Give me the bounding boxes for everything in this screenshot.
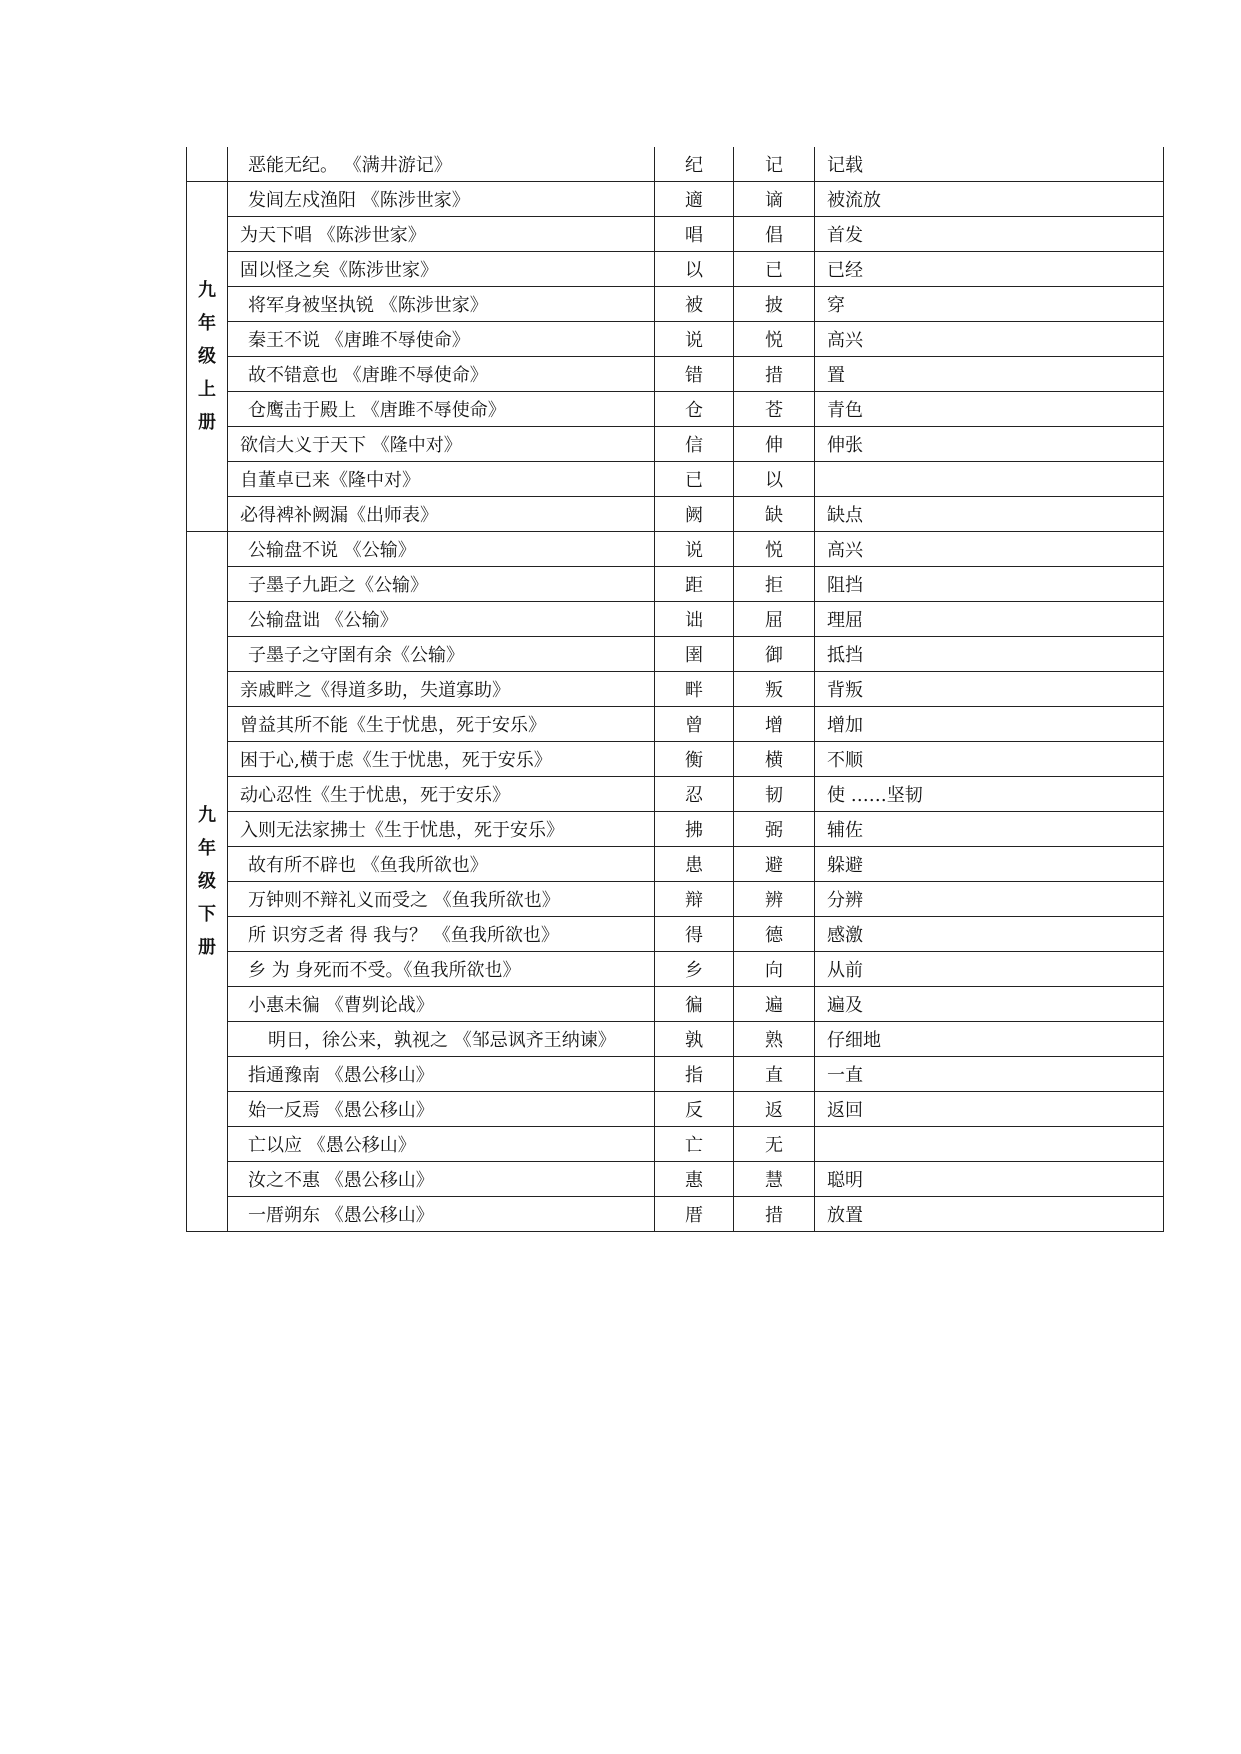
meaning-cell: 阻挡	[815, 567, 1164, 602]
tongjia-char-cell: 孰	[655, 1022, 734, 1057]
tongjia-char-cell: 错	[655, 357, 734, 392]
table-row	[187, 497, 1164, 532]
sentence-cell: 乡 为 身死而不受。《鱼我所欲也》	[228, 952, 655, 987]
table-row	[187, 1022, 1164, 1057]
sentence-cell: 汝之不惠 《愚公移山》	[228, 1162, 655, 1197]
grade-label: 九 年 级 下 册	[198, 805, 216, 958]
table-row	[187, 427, 1164, 462]
sentence-cell: 亲戚畔之《得道多助，失道寡助》	[228, 672, 655, 707]
benzi-char-cell: 记	[734, 147, 815, 182]
tongjia-char-cell: 信	[655, 427, 734, 462]
table-row	[187, 987, 1164, 1022]
sentence-cell: 入则无法家拂士《生于忧患，死于安乐》	[228, 812, 655, 847]
meaning-cell: 返回	[815, 1092, 1164, 1127]
table-row	[187, 1092, 1164, 1127]
table-row	[187, 672, 1164, 707]
table-row	[187, 847, 1164, 882]
meaning-cell: 伸张	[815, 427, 1164, 462]
benzi-char-cell: 缺	[734, 497, 815, 532]
meaning-cell: 已经	[815, 252, 1164, 287]
tongjia-char-cell: 適	[655, 182, 734, 217]
tongjia-char-cell: 惠	[655, 1162, 734, 1197]
tongjia-char-cell: 圉	[655, 637, 734, 672]
table-row	[187, 182, 1164, 217]
table-row	[187, 392, 1164, 427]
sentence-cell: 公输盘诎 《公输》	[228, 602, 655, 637]
meaning-cell: 记载	[815, 147, 1164, 182]
sentence-cell: 困于心,横于虑《生于忧患，死于安乐》	[228, 742, 655, 777]
meaning-cell: 缺点	[815, 497, 1164, 532]
meaning-cell: 高兴	[815, 322, 1164, 357]
table-row	[187, 567, 1164, 602]
meaning-cell: 感激	[815, 917, 1164, 952]
meaning-cell: 背叛	[815, 672, 1164, 707]
tongjia-char-cell: 阙	[655, 497, 734, 532]
table-row	[187, 882, 1164, 917]
sentence-cell: 小惠未徧 《曹刿论战》	[228, 987, 655, 1022]
meaning-cell: 辅佐	[815, 812, 1164, 847]
sentence-cell: 指通豫南 《愚公移山》	[228, 1057, 655, 1092]
table-row	[187, 812, 1164, 847]
tongjia-char-cell: 畔	[655, 672, 734, 707]
table-row	[187, 322, 1164, 357]
benzi-char-cell: 避	[734, 847, 815, 882]
table-row	[187, 777, 1164, 812]
meaning-cell: 躲避	[815, 847, 1164, 882]
benzi-char-cell: 慧	[734, 1162, 815, 1197]
grade-label: 九 年 级 上 册	[198, 280, 216, 433]
benzi-char-cell: 叛	[734, 672, 815, 707]
benzi-char-cell: 德	[734, 917, 815, 952]
tongjia-char-cell: 拂	[655, 812, 734, 847]
meaning-cell: 放置	[815, 1197, 1164, 1232]
meaning-cell: 被流放	[815, 182, 1164, 217]
benzi-char-cell: 遍	[734, 987, 815, 1022]
benzi-char-cell: 拒	[734, 567, 815, 602]
meaning-cell: 聪明	[815, 1162, 1164, 1197]
sentence-cell: 曾益其所不能《生于忧患，死于安乐》	[228, 707, 655, 742]
benzi-char-cell: 御	[734, 637, 815, 672]
meaning-cell: 理屈	[815, 602, 1164, 637]
meaning-cell: 增加	[815, 707, 1164, 742]
sentence-cell: 固以怪之矣《陈涉世家》	[228, 252, 655, 287]
benzi-char-cell: 屈	[734, 602, 815, 637]
table-row	[187, 1057, 1164, 1092]
tongjia-char-cell: 厝	[655, 1197, 734, 1232]
benzi-char-cell: 披	[734, 287, 815, 322]
sentence-cell: 亡以应 《愚公移山》	[228, 1127, 655, 1162]
tongjia-char-cell: 以	[655, 252, 734, 287]
sentence-cell: 动心忍性《生于忧患，死于安乐》	[228, 777, 655, 812]
benzi-char-cell: 悦	[734, 322, 815, 357]
sentence-cell: 明日，徐公来，孰视之 《邹忌讽齐王纳谏》	[228, 1022, 655, 1057]
sentence-cell: 一厝朔东 《愚公移山》	[228, 1197, 655, 1232]
benzi-char-cell: 措	[734, 1197, 815, 1232]
benzi-char-cell: 谪	[734, 182, 815, 217]
table-row	[187, 742, 1164, 777]
benzi-char-cell: 伸	[734, 427, 815, 462]
benzi-char-cell: 以	[734, 462, 815, 497]
table-row	[187, 707, 1164, 742]
sentence-cell: 故有所不辟也 《鱼我所欲也》	[228, 847, 655, 882]
sentence-cell: 将军身被坚执锐 《陈涉世家》	[228, 287, 655, 322]
tongjia-char-cell: 得	[655, 917, 734, 952]
sentence-cell: 始一反焉 《愚公移山》	[228, 1092, 655, 1127]
tongjia-char-cell: 衡	[655, 742, 734, 777]
benzi-char-cell: 已	[734, 252, 815, 287]
benzi-char-cell: 向	[734, 952, 815, 987]
meaning-cell: 穿	[815, 287, 1164, 322]
benzi-char-cell: 直	[734, 1057, 815, 1092]
tongjia-char-cell: 被	[655, 287, 734, 322]
tongjia-char-cell: 已	[655, 462, 734, 497]
tongjia-char-cell: 距	[655, 567, 734, 602]
tongjia-table-body	[187, 147, 1164, 1232]
meaning-cell	[815, 1127, 1164, 1162]
table-row	[187, 462, 1164, 497]
meaning-cell: 一直	[815, 1057, 1164, 1092]
sentence-cell: 万钟则不辩礼义而受之 《鱼我所欲也》	[228, 882, 655, 917]
tongjia-char-cell: 指	[655, 1057, 734, 1092]
meaning-cell: 首发	[815, 217, 1164, 252]
tongjia-char-cell: 诎	[655, 602, 734, 637]
meaning-cell: 抵挡	[815, 637, 1164, 672]
meaning-cell: 分辨	[815, 882, 1164, 917]
grade-cell	[187, 147, 228, 182]
table-row	[187, 1162, 1164, 1197]
sentence-cell: 发闾左戍渔阳 《陈涉世家》	[228, 182, 655, 217]
table-row	[187, 1197, 1164, 1232]
tongjia-char-cell: 说	[655, 322, 734, 357]
table-row	[187, 287, 1164, 322]
meaning-cell: 不顺	[815, 742, 1164, 777]
table-row	[187, 1127, 1164, 1162]
table-row	[187, 602, 1164, 637]
tongjia-char-cell: 纪	[655, 147, 734, 182]
sentence-cell: 所 识穷乏者 得 我与？ 《鱼我所欲也》	[228, 917, 655, 952]
benzi-char-cell: 倡	[734, 217, 815, 252]
sentence-cell: 恶能无纪。 《满井游记》	[228, 147, 655, 182]
sentence-cell: 自董卓已来《隆中对》	[228, 462, 655, 497]
tongjia-char-cell: 辩	[655, 882, 734, 917]
sentence-cell: 欲信大义于天下 《隆中对》	[228, 427, 655, 462]
tongjia-table	[186, 147, 1164, 1232]
meaning-cell: 仔细地	[815, 1022, 1164, 1057]
meaning-cell: 从前	[815, 952, 1164, 987]
tongjia-char-cell: 徧	[655, 987, 734, 1022]
tongjia-char-cell: 患	[655, 847, 734, 882]
benzi-char-cell: 无	[734, 1127, 815, 1162]
benzi-char-cell: 熟	[734, 1022, 815, 1057]
tongjia-char-cell: 反	[655, 1092, 734, 1127]
tongjia-char-cell: 唱	[655, 217, 734, 252]
meaning-cell: 青色	[815, 392, 1164, 427]
tongjia-char-cell: 乡	[655, 952, 734, 987]
tongjia-char-cell: 亡	[655, 1127, 734, 1162]
benzi-char-cell: 横	[734, 742, 815, 777]
benzi-char-cell: 措	[734, 357, 815, 392]
grade-cell	[187, 182, 228, 532]
benzi-char-cell: 弼	[734, 812, 815, 847]
table-row	[187, 147, 1164, 182]
table-row	[187, 917, 1164, 952]
sentence-cell: 公输盘不说 《公输》	[228, 532, 655, 567]
benzi-char-cell: 悦	[734, 532, 815, 567]
table-row	[187, 217, 1164, 252]
benzi-char-cell: 韧	[734, 777, 815, 812]
benzi-char-cell: 返	[734, 1092, 815, 1127]
meaning-cell: 置	[815, 357, 1164, 392]
tongjia-char-cell: 忍	[655, 777, 734, 812]
table-row	[187, 952, 1164, 987]
sentence-cell: 子墨子之守圉有余《公输》	[228, 637, 655, 672]
tongjia-char-cell: 曾	[655, 707, 734, 742]
meaning-cell: 高兴	[815, 532, 1164, 567]
meaning-cell: 遍及	[815, 987, 1164, 1022]
table-row	[187, 357, 1164, 392]
sentence-cell: 为天下唱 《陈涉世家》	[228, 217, 655, 252]
meaning-cell: 使 ……坚韧	[815, 777, 1164, 812]
benzi-char-cell: 苍	[734, 392, 815, 427]
tongjia-char-cell: 说	[655, 532, 734, 567]
table-row	[187, 252, 1164, 287]
meaning-cell	[815, 462, 1164, 497]
sentence-cell: 仓鹰击于殿上 《唐雎不辱使命》	[228, 392, 655, 427]
benzi-char-cell: 辨	[734, 882, 815, 917]
sentence-cell: 必得裨补阙漏《出师表》	[228, 497, 655, 532]
sentence-cell: 秦王不说 《唐雎不辱使命》	[228, 322, 655, 357]
grade-cell	[187, 532, 228, 1232]
tongjia-char-cell: 仓	[655, 392, 734, 427]
benzi-char-cell: 增	[734, 707, 815, 742]
sentence-cell: 故不错意也 《唐雎不辱使命》	[228, 357, 655, 392]
table-row	[187, 637, 1164, 672]
table-row	[187, 532, 1164, 567]
sentence-cell: 子墨子九距之《公输》	[228, 567, 655, 602]
